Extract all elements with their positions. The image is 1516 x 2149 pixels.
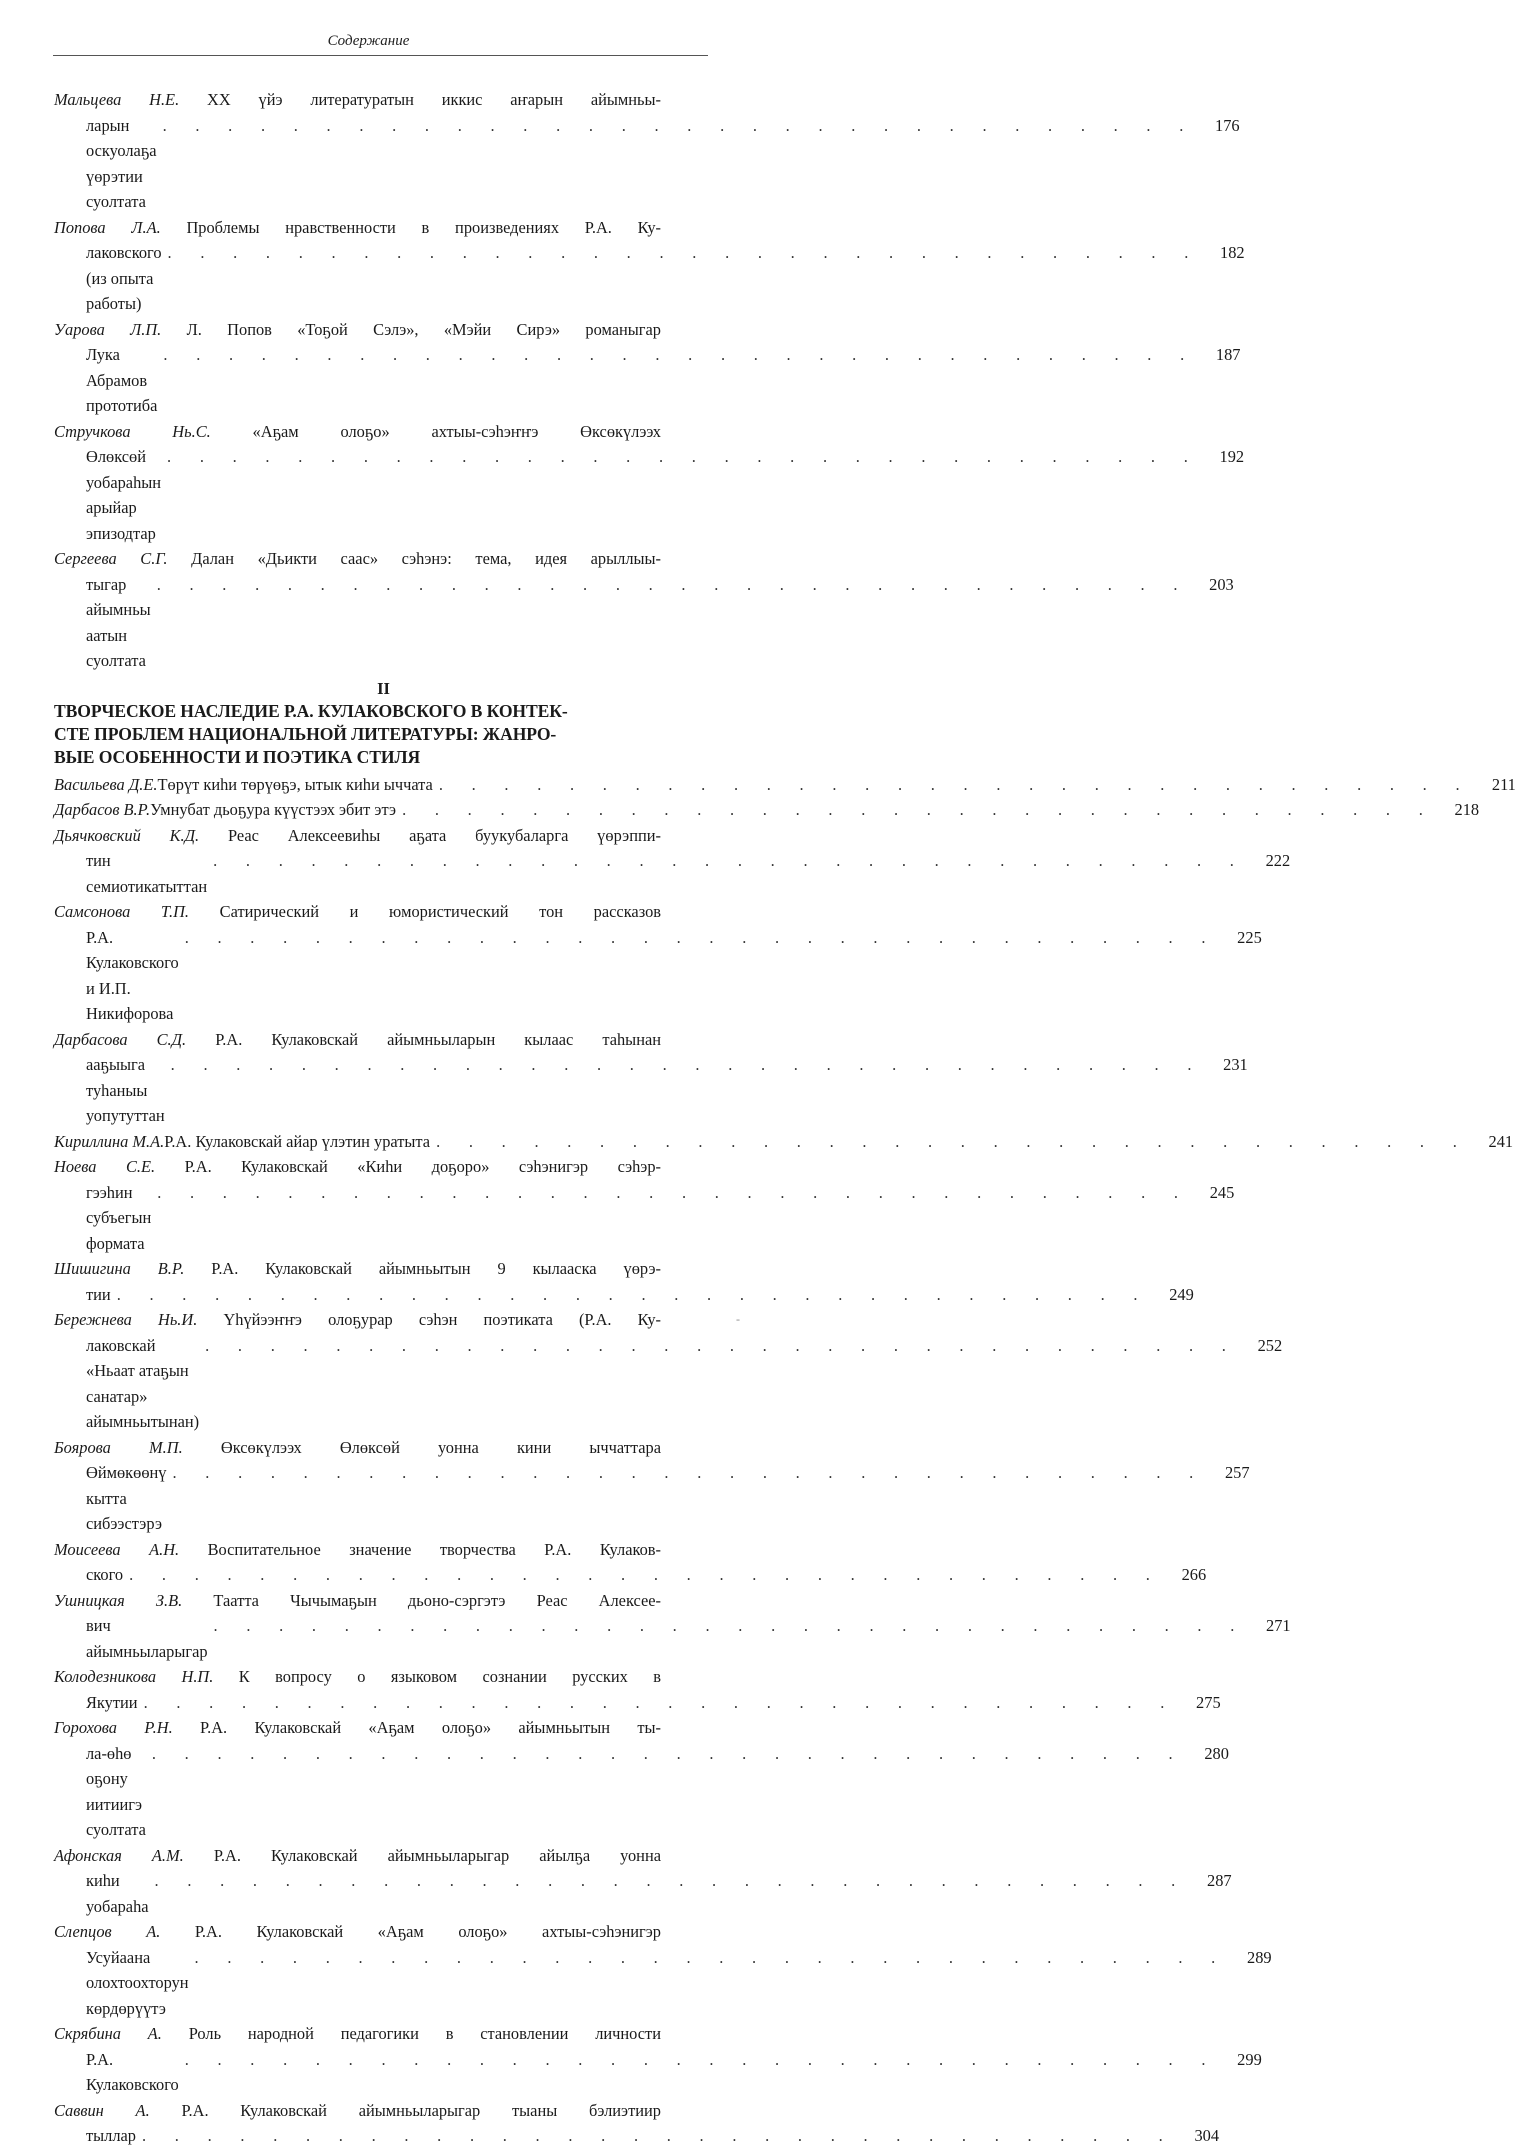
leader-dots: . . . . . . . . . . . . . . . . . . . . . . . . . . . . . . . . bbox=[116, 1284, 1150, 1304]
entry-title-continued: лаковского (из опыта работы) bbox=[86, 243, 162, 313]
entry-title: Өксөкүлээх Өлөксөй уонна кини ыччаттара bbox=[220, 1437, 661, 1457]
entry-first-line bbox=[54, 899, 713, 925]
entry-first-line bbox=[54, 215, 713, 241]
section-title-line: ВЫЕ ОСОБЕННОСТИ И ПОЭТИКА СТИЛЯ bbox=[54, 746, 421, 767]
page-number: 182 bbox=[1220, 243, 1245, 262]
entry-first-line bbox=[54, 1307, 713, 1333]
toc-entry[interactable] bbox=[54, 87, 1240, 215]
toc-entry[interactable] bbox=[54, 1256, 1194, 1307]
page-number: 245 bbox=[1209, 1182, 1235, 1202]
entry-title-continued: Өлөксөй уобараһын арыйар эпизодтар bbox=[86, 447, 162, 543]
leader-dots: . . . . . . . . . . . . . . . . . . . . . . . . . . . . . . . . bbox=[172, 1463, 1206, 1482]
entries-before-section bbox=[54, 87, 1245, 674]
entry-first-line bbox=[54, 419, 713, 445]
toc-entry[interactable] bbox=[54, 2021, 1262, 2098]
page-number: 287 bbox=[1207, 1871, 1232, 1890]
toc-entry[interactable] bbox=[54, 1129, 1514, 1155]
entry-continuation-line bbox=[54, 1613, 1291, 1664]
leader-dots: . . . . . . . . . . . . . . . . . . . . . . . . . . . . . . . . bbox=[151, 1743, 1185, 1763]
entry-first-line bbox=[54, 772, 1516, 798]
leader-dots: . . . . . . . . . . . . . . . . . . . . . . . . . . . . . . . . bbox=[213, 851, 1247, 870]
entry-first-line bbox=[54, 1715, 713, 1741]
entry-title-continued: Р.А. Кулаковского и И.П. Никифорова bbox=[86, 927, 179, 1023]
entry-author: Мальцева Н.Е. bbox=[54, 90, 180, 109]
leader-dots: . . . . . . . . . . . . . . . . . . . . . . . . . . . . . . . . bbox=[143, 1692, 1177, 1712]
leader-dots: . . . . . . . . . . . . . . . . . . . . . . . . . . . . . . . . bbox=[156, 574, 1190, 594]
entry-author: Скрябина А. bbox=[54, 2024, 162, 2043]
leader-dots: . . . . . . . . . . . . . . . . . . . . . . . . . . . . . . . . bbox=[213, 1616, 1247, 1635]
entry-author: Ушницкая З.В. bbox=[54, 1590, 183, 1610]
entry-title-continued: Лука Абрамов прототиба bbox=[86, 345, 158, 415]
entry-title-continued: тыгар айымньы аатын суолтата bbox=[86, 574, 151, 670]
entry-title: Воспитательное значение творчества Р.А. Кулаков- bbox=[207, 1539, 661, 1559]
toc-entry[interactable] bbox=[54, 1435, 1250, 1537]
entry-title: Р.А. Кулаковскай «Аҕам олоҕо» ахтыы-сэһэнигэр bbox=[194, 1922, 661, 1941]
entry-author: Бережнева Нь.И. bbox=[54, 1310, 198, 1329]
header-rule bbox=[53, 55, 708, 56]
toc-entry[interactable] bbox=[54, 1307, 1283, 1435]
entry-title-continued: ааҕыыга туһаныы уопутуттан bbox=[86, 1055, 165, 1125]
entry-title: Р.А. Кулаковскай айымньыларыгар тыаны бэлиэтиир bbox=[181, 2100, 661, 2120]
entry-author: Ноева С.Е. bbox=[54, 1157, 156, 1176]
toc-entry[interactable] bbox=[54, 899, 1262, 1027]
entry-title-continued: ского bbox=[86, 1565, 124, 1584]
toc-entry[interactable] bbox=[54, 1154, 1235, 1256]
entry-author: Васильева Д.Е. bbox=[54, 774, 158, 794]
entry-first-line bbox=[54, 546, 713, 572]
entry-title: Р.А. Кулаковскай айымньыларын кылаас таһынан bbox=[215, 1029, 662, 1049]
entry-first-line bbox=[54, 1664, 713, 1690]
entry-continuation-line bbox=[54, 444, 1245, 546]
entry-author: Кириллина М.А. bbox=[54, 1131, 165, 1151]
entry-author: Боярова М.П. bbox=[54, 1437, 183, 1457]
toc-entry[interactable] bbox=[54, 797, 1480, 823]
toc-entry[interactable] bbox=[54, 823, 1291, 900]
entry-title-continued: Р.А. Кулаковского bbox=[86, 2049, 179, 2094]
entry-continuation-line bbox=[54, 1868, 1232, 1919]
entry-continuation-line bbox=[54, 1180, 1235, 1257]
entry-first-line bbox=[54, 2098, 713, 2124]
entry-first-line bbox=[54, 823, 713, 849]
toc-entry[interactable] bbox=[54, 2098, 1220, 2149]
page-number: 257 bbox=[1224, 1463, 1250, 1482]
entry-title: Сатирический и юмористический тон рассказов bbox=[219, 902, 662, 921]
entry-first-line bbox=[54, 1129, 1514, 1155]
entry-first-line bbox=[54, 87, 713, 113]
section-number: II bbox=[377, 678, 390, 698]
leader-dots: . . . . . . . . . . . . . . . . . . . . . . . . . . . . . . . . bbox=[436, 1131, 1470, 1151]
entry-title-continued: киһи уобараһа bbox=[86, 1871, 149, 1916]
entry-title: Р.А. Кулаковскай айар үлэтин уратыта bbox=[164, 1131, 431, 1151]
entry-title-continued: Өймөкөөнү кытта сибээстэрэ bbox=[86, 1463, 167, 1533]
page-number: 203 bbox=[1209, 574, 1234, 594]
entry-continuation-line bbox=[54, 1460, 1250, 1537]
entry-title: Р.А. Кулаковскай «Аҕам олоҕо» айымньытын ты- bbox=[200, 1718, 661, 1737]
entry-first-line bbox=[54, 1843, 713, 1869]
entry-title-continued: ларын оскуолаҕа үөрэтии суолтата bbox=[86, 115, 157, 211]
page-number: 299 bbox=[1237, 2049, 1262, 2069]
page-number: 289 bbox=[1247, 1947, 1272, 1967]
page-number: 304 bbox=[1194, 2126, 1220, 2145]
entry-first-line bbox=[54, 1154, 713, 1180]
entry-author: Колодезникова Н.П. bbox=[54, 1667, 214, 1686]
toc-entry[interactable] bbox=[54, 546, 1234, 674]
entry-title: XX үйэ литературатын иккис аҥарын айымньы- bbox=[207, 90, 661, 109]
toc-entry[interactable] bbox=[54, 1919, 1272, 2021]
entry-author: Моисеева А.Н. bbox=[54, 1539, 180, 1559]
toc-entry[interactable] bbox=[54, 1537, 1207, 1588]
entry-author: Стручкова Нь.С. bbox=[54, 421, 211, 441]
running-head: Содержание bbox=[327, 33, 410, 49]
leader-dots: . . . . . . . . . . . . . . . . . . . . . . . . . . . . . . . . bbox=[184, 927, 1218, 947]
leader-dots: . . . . . . . . . . . . . . . . . . . . . . . . . . . . . . . . bbox=[163, 345, 1197, 364]
leader-dots: . . . . . . . . . . . . . . . . . . . . . . . . . . . . . . . . bbox=[170, 1055, 1204, 1074]
leader-dots: . . . . . . . . . . . . . . . . . . . . . . . . . . . . . . . . bbox=[194, 1947, 1228, 1967]
leader-dots: . . . . . . . . . . . . . . . . . . . . . . . . . . . . . . . . bbox=[167, 447, 1201, 466]
entry-title-continued: ла-өһө оҕону иитиигэ суолтата bbox=[86, 1743, 146, 1839]
entry-title-continued: Якутии bbox=[86, 1692, 138, 1712]
entry-continuation-line bbox=[54, 240, 1245, 317]
leader-dots: . . . . . . . . . . . . . . . . . . . . . . . . . . . . . . . . bbox=[205, 1335, 1239, 1355]
toc-entry[interactable] bbox=[54, 1027, 1248, 1129]
entry-continuation-line bbox=[54, 1945, 1272, 2022]
page-number: 241 bbox=[1488, 1131, 1514, 1151]
entry-author: Слепцов А. bbox=[54, 1922, 161, 1941]
page-number: 225 bbox=[1237, 927, 1262, 947]
entry-author: Дарбасов В.Р. bbox=[54, 800, 151, 819]
section-title-line: ТВОРЧЕСКОЕ НАСЛЕДИЕ Р.А. КУЛАКОВСКОГО В КОНТЕК- bbox=[54, 700, 568, 721]
section-title-line: СТЕ ПРОБЛЕМ НАЦИОНАЛЬНОЙ ЛИТЕРАТУРЫ: ЖАНРО- bbox=[54, 723, 557, 744]
page-number: 252 bbox=[1257, 1335, 1283, 1355]
entry-continuation-line bbox=[54, 113, 1240, 215]
entry-title-continued: тин семиотикатыттан bbox=[86, 851, 208, 896]
entry-title-continued: тии bbox=[86, 1284, 111, 1304]
leader-dots: . . . . . . . . . . . . . . . . . . . . . . . . . . . . . . . . bbox=[129, 1565, 1163, 1584]
table-of-contents bbox=[54, 87, 1516, 2149]
page-number: 249 bbox=[1169, 1284, 1194, 1304]
entry-continuation-line bbox=[54, 572, 1234, 674]
leader-dots: . . . . . . . . . . . . . . . . . . . . . . . . . . . . . . . . bbox=[162, 115, 1196, 135]
entry-author: Дьячковский К.Д. bbox=[54, 825, 200, 845]
page-number: 222 bbox=[1265, 851, 1291, 870]
section-title bbox=[54, 700, 713, 769]
entry-continuation-line bbox=[54, 1562, 1207, 1588]
entry-author: Шишигина В.Р. bbox=[54, 1259, 185, 1278]
entry-author: Дарбасова С.Д. bbox=[54, 1029, 187, 1049]
page-number: 187 bbox=[1215, 345, 1241, 364]
entry-continuation-line bbox=[54, 1741, 1229, 1843]
entry-title-continued: Усуйаана олохтоохторун көрдөрүүтэ bbox=[86, 1947, 189, 2018]
page-number: 275 bbox=[1196, 1692, 1221, 1712]
entry-continuation-line bbox=[54, 1333, 1283, 1435]
entry-title: Төрүт киһи төрүөҕэ, ытык киһи ыччата bbox=[157, 774, 433, 794]
entry-title-continued: лаковскай «Ньаат атаҕын санатар» айымньытынан) bbox=[86, 1335, 200, 1431]
leader-dots: . . . . . . . . . . . . . . . . . . . . . . . . . . . . . . . . bbox=[438, 774, 1472, 794]
entry-title-continued: вич айымньыларыгар bbox=[86, 1616, 208, 1661]
page-number: 266 bbox=[1181, 1565, 1207, 1584]
page-number: 218 bbox=[1454, 800, 1480, 819]
page-number: 176 bbox=[1215, 115, 1240, 135]
entry-first-line bbox=[54, 1435, 713, 1461]
entry-title: Р.А. Кулаковскай «Киһи доҕоро» сэһэнигэр сэһэр- bbox=[184, 1157, 661, 1176]
stray-print-mark: - bbox=[736, 1312, 740, 1326]
entry-continuation-line bbox=[54, 2047, 1262, 2098]
entry-author: Сергеева С.Г. bbox=[54, 549, 168, 568]
entry-title: Умнубат дьоҕура күүстээх эбит этэ bbox=[150, 800, 397, 819]
leader-dots: . . . . . . . . . . . . . . . . . . . . . . . . . . . . . . . . bbox=[154, 1871, 1188, 1890]
page-number: 271 bbox=[1266, 1616, 1291, 1635]
page-number: 280 bbox=[1204, 1743, 1229, 1763]
entry-continuation-line bbox=[54, 925, 1262, 1027]
toc-entry[interactable] bbox=[54, 215, 1245, 317]
page-number: 192 bbox=[1219, 447, 1245, 466]
entry-title: Реас Алексеевиһы аҕата буукубаларга үөрэппи- bbox=[227, 825, 661, 845]
entry-continuation-line bbox=[54, 1690, 1221, 1716]
toc-entry[interactable] bbox=[54, 317, 1241, 419]
entry-title: Р.А. Кулаковскай айымньыларыгар айылҕа уонна bbox=[213, 1845, 661, 1865]
entry-title-continued: тыллар bbox=[86, 2126, 137, 2145]
entry-author: Уарова Л.П. bbox=[54, 319, 162, 339]
entry-first-line bbox=[54, 797, 1480, 823]
entry-title: «Аҕам олоҕо» ахтыы-сэһэҥҥэ Өксөкүлээх bbox=[252, 421, 661, 441]
entry-continuation-line bbox=[54, 1052, 1248, 1129]
entry-author: Самсонова Т.П. bbox=[54, 902, 190, 921]
entry-title: Р.А. Кулаковскай айымньытын 9 кылааска үөрэ- bbox=[211, 1259, 661, 1278]
entry-continuation-line bbox=[54, 342, 1241, 419]
entry-first-line bbox=[54, 1027, 713, 1053]
entry-first-line bbox=[54, 1537, 713, 1563]
leader-dots: . . . . . . . . . . . . . . . . . . . . . . . . . . . . . . . . bbox=[402, 800, 1436, 819]
entry-first-line bbox=[54, 1919, 713, 1945]
entry-continuation-line bbox=[54, 848, 1291, 899]
toc-entry[interactable] bbox=[54, 419, 1245, 547]
leader-dots: . . . . . . . . . . . . . . . . . . . . . . . . . . . . . . . . bbox=[184, 2049, 1218, 2069]
toc-entry[interactable] bbox=[54, 1588, 1291, 1665]
entry-continuation-line bbox=[54, 1282, 1194, 1308]
entry-title-continued: гээһин субъегын формата bbox=[86, 1182, 152, 1253]
toc-entry[interactable] bbox=[54, 772, 1516, 798]
toc-entry[interactable] bbox=[54, 1664, 1221, 1715]
entry-title: К вопросу о языковом сознании русских в bbox=[238, 1667, 662, 1686]
entries-after-section bbox=[54, 772, 1516, 2149]
leader-dots: . . . . . . . . . . . . . . . . . . . . . . . . . . . . . . . . bbox=[167, 243, 1201, 262]
toc-entry[interactable] bbox=[54, 1843, 1232, 1920]
entry-title: Проблемы нравственности в произведениях Р.А. Ку- bbox=[186, 217, 661, 237]
entry-first-line bbox=[54, 317, 713, 343]
entry-first-line bbox=[54, 1588, 713, 1614]
entry-title: Үһүйээҥҥэ олоҕурар сэһэн поэтиката (Р.А. Ку- bbox=[223, 1310, 661, 1329]
entry-author: Попова Л.А. bbox=[54, 217, 161, 237]
entry-title: Далан «Дьикти саас» сэһэнэ: тема, идея арыллыы- bbox=[191, 549, 661, 568]
page-number: 231 bbox=[1223, 1055, 1248, 1074]
page-number: 211 bbox=[1491, 774, 1516, 794]
entry-continuation-line bbox=[54, 2123, 1220, 2149]
entry-author: Горохова Р.Н. bbox=[54, 1718, 173, 1737]
leader-dots: . . . . . . . . . . . . . . . . . . . . . . . . . . . . . . . . bbox=[142, 2126, 1176, 2145]
entry-author: Саввин А. bbox=[54, 2100, 150, 2120]
entry-first-line bbox=[54, 2021, 713, 2047]
entry-title: Л. Попов «Тоҕой Сэлэ», «Мэйи Сирэ» романыгар bbox=[186, 319, 661, 339]
entry-title: Таатта Чычымаҕын дьоно-сэргэтэ Реас Алексее- bbox=[213, 1590, 661, 1610]
entry-first-line bbox=[54, 1256, 713, 1282]
toc-entry[interactable] bbox=[54, 1715, 1229, 1843]
entry-author: Афонская А.М. bbox=[54, 1845, 184, 1865]
entry-title: Роль народной педагогики в становлении личности bbox=[188, 2024, 661, 2043]
leader-dots: . . . . . . . . . . . . . . . . . . . . . . . . . . . . . . . . bbox=[157, 1182, 1191, 1202]
